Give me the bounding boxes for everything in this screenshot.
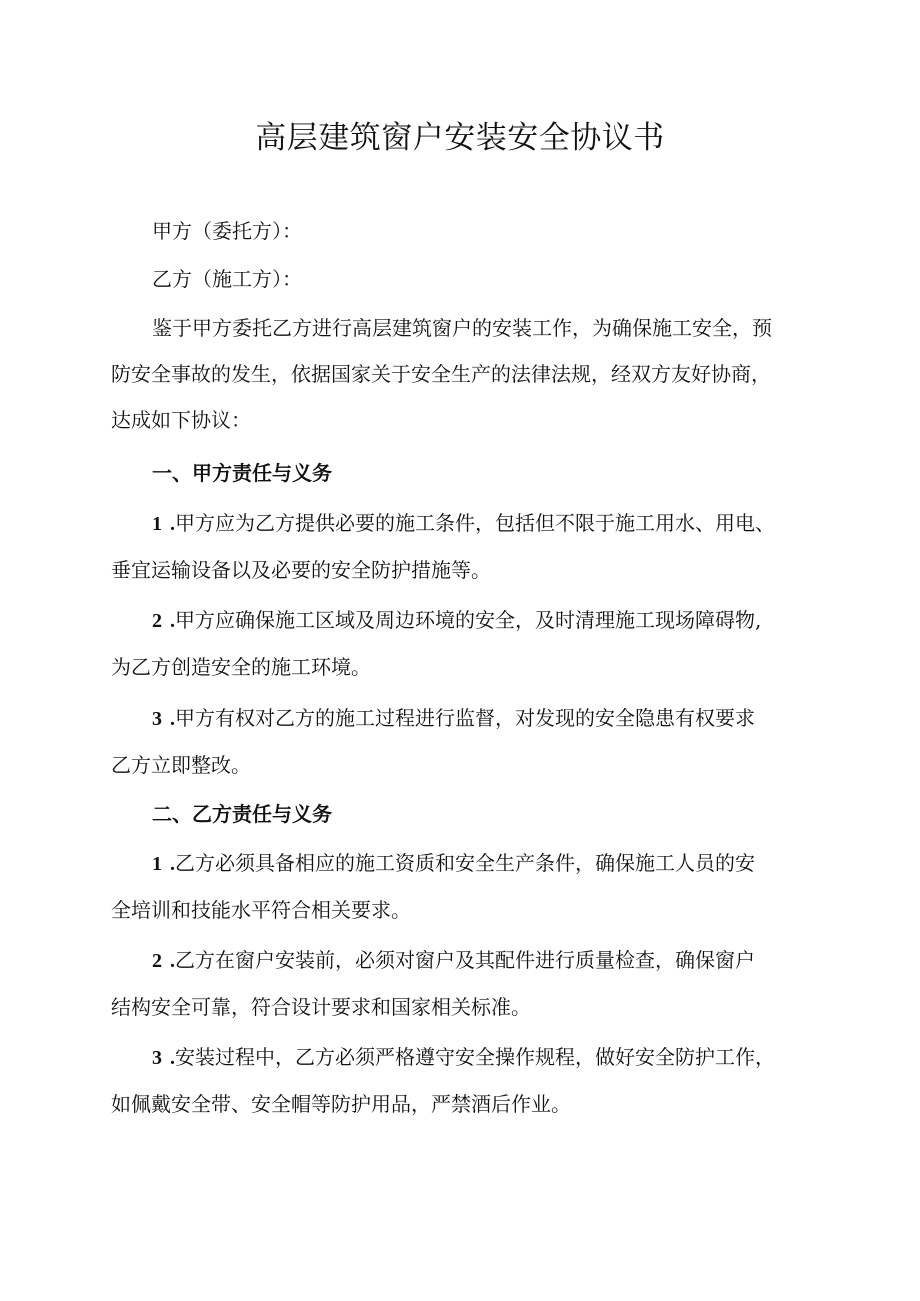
item-number: 3	[152, 708, 162, 730]
section-1-item-3: 3 .甲方有权对乙方的施工过程进行监督，对发现的安全隐患有权要求 乙方立即整改。	[111, 695, 823, 788]
item-number: 2	[152, 610, 162, 632]
item-number: 1	[152, 853, 162, 875]
item-number: 2	[152, 950, 162, 972]
item-text-line-1: 甲方应为乙方提供必要的施工条件，包括但不限于施工用水、用电、	[175, 511, 775, 535]
item-text-line-2: 如佩戴安全带、安全帽等防护用品，严禁酒后作业。	[111, 1092, 571, 1116]
party-b-line: 乙方（施工方）：	[152, 267, 302, 291]
item-text-line-2: 垂宜运输设备以及必要的安全防护措施等。	[111, 558, 491, 582]
item-text-line-2: 结构安全可靠，符合设计要求和国家相关标准。	[111, 995, 531, 1019]
section-1-item-1: 1 .甲方应为乙方提供必要的施工条件，包括但不限于施工用水、用电、 垂宜运输设备以及必要的安全防护措施等。	[111, 500, 823, 593]
item-text-line-1: 甲方有权对乙方的施工过程进行监督，对发现的安全隐患有权要求	[175, 706, 755, 730]
item-text-line-1: 乙方在窗户安装前，必须对窗户及其配件进行质量检查，确保窗户	[175, 948, 755, 972]
item-number: 1	[152, 513, 162, 535]
section-2-heading: 二、乙方责任与义务	[152, 802, 332, 826]
preamble-line-3: 达成如下协议：	[111, 408, 251, 432]
section-1-heading: 一、甲方责任与义务	[152, 461, 332, 485]
document-title: 高层建筑窗户安装安全协议书	[255, 120, 665, 156]
item-number: 3	[152, 1047, 162, 1069]
item-text-line-1: 安装过程中，乙方必须严格遵守安全操作规程，做好安全防护工作，	[175, 1045, 775, 1069]
item-text-line-2: 为乙方创造安全的施工环境。	[111, 655, 371, 679]
item-text-line-2: 乙方立即整改。	[111, 753, 251, 777]
preamble-line-1: 鉴于甲方委托乙方进行高层建筑窗户的安装工作，为确保施工安全，预	[152, 316, 772, 340]
section-2-item-1: 1 .乙方必须具备相应的施工资质和安全生产条件，确保施工人员的安 全培训和技能水平符合相关要求。	[111, 840, 823, 933]
section-2-item-3: 3 .安装过程中，乙方必须严格遵守安全操作规程，做好安全防护工作， 如佩戴安全带、安全帽等防护用品，严禁酒后作业。	[111, 1034, 823, 1127]
section-2-item-2: 2 .乙方在窗户安装前，必须对窗户及其配件进行质量检查，确保窗户 结构安全可靠，符合设计要求和国家相关标准。	[111, 937, 823, 1030]
item-text-line-1: 甲方应确保施工区域及周边环境的安全，及时清理施工现场障碍物,	[175, 608, 762, 632]
section-1-item-2: 2 .甲方应确保施工区域及周边环境的安全，及时清理施工现场障碍物, 为乙方创造安全的施工环境。	[111, 597, 823, 690]
item-text-line-1: 乙方必须具备相应的施工资质和安全生产条件，确保施工人员的安	[175, 851, 755, 875]
party-a-line: 甲方（委托方）：	[152, 219, 302, 243]
preamble-line-2: 防安全事故的发生，依据国家关于安全生产的法律法规，经双方友好协商，	[111, 362, 771, 386]
item-text-line-2: 全培训和技能水平符合相关要求。	[111, 898, 411, 922]
preamble-paragraph	[111, 305, 823, 443]
